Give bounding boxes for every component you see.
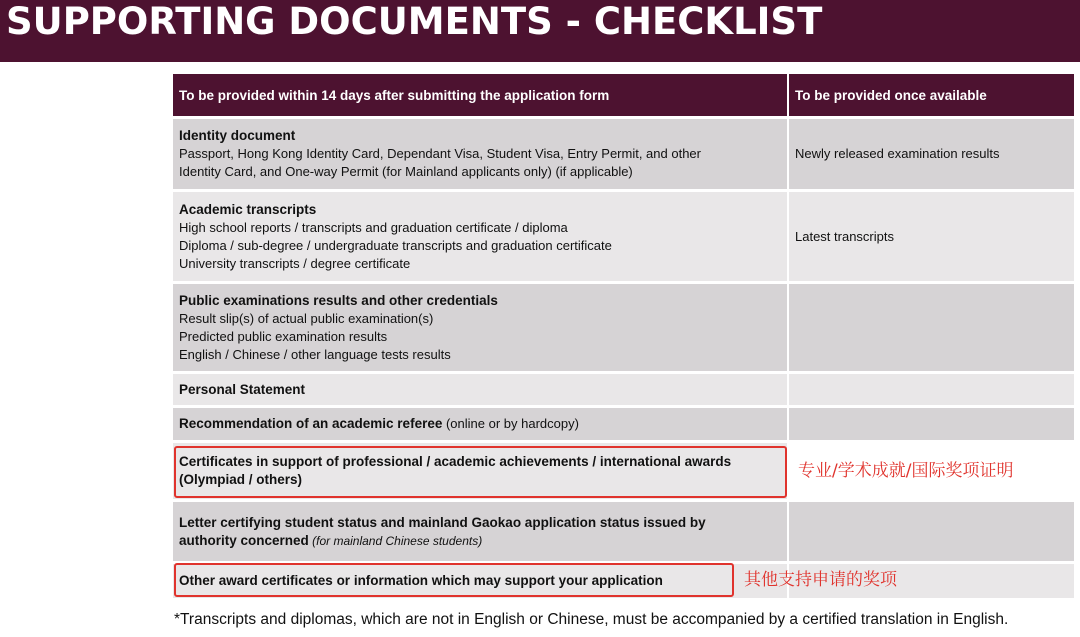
- row-exams-col1: [173, 284, 787, 371]
- table-row: [173, 119, 1074, 189]
- row-title-line2: (Olympiad / others): [179, 472, 303, 487]
- row-title-line2: authority concerned: [179, 532, 309, 548]
- row-line: English / Chinese / other language tests results: [179, 346, 451, 362]
- row-line: Predicted public examination results: [179, 328, 388, 344]
- row-col2-text: Latest transcripts: [795, 228, 894, 244]
- row-title: Academic transcripts: [179, 201, 317, 217]
- row-title: Letter certifying student status and mainland Gaokao application status issued by: [179, 514, 706, 530]
- annotation-other-awards: 其他支持申请的奖项: [744, 570, 897, 590]
- row-line: Result slip(s) of actual public examination(s): [179, 310, 434, 326]
- row-title-suffix: (for mainland Chinese students): [308, 533, 483, 548]
- row-line: High school reports / transcripts and graduation certificate / diploma: [179, 219, 568, 235]
- row-title: Public examinations results and other credentials: [179, 292, 498, 308]
- col2-header: To be provided once available: [789, 74, 1074, 116]
- row-title: Other award certificates or information which may support your application: [179, 573, 663, 588]
- row-referee-col2: [789, 408, 1074, 440]
- row-col2-text: Newly released examination results: [795, 146, 1000, 161]
- table-row: [173, 502, 1074, 561]
- row-identity-col2: [789, 119, 1074, 189]
- row-title: Identity document: [179, 128, 296, 143]
- row-title: Recommendation of an academic referee: [179, 416, 443, 431]
- row-line: Passport, Hong Kong Identity Card, Dependant Visa, Student Visa, Entry Permit, and other: [179, 146, 701, 161]
- row-referee-col1: [173, 408, 787, 440]
- row-line: University transcripts / degree certificate: [179, 255, 411, 271]
- row-identity-col1: [173, 119, 787, 189]
- annotation-awards: 专业/学术成就/国际奖项证明: [798, 461, 1014, 481]
- row-gaokao-col1: [173, 502, 787, 561]
- row-title: Certificates in support of professional / academic achievements / international awards: [179, 454, 732, 469]
- row-transcripts-col2: [789, 192, 1074, 281]
- row-line: Diploma / sub-degree / undergraduate transcripts and graduation certificate: [179, 237, 612, 253]
- table-row: [173, 284, 1074, 371]
- highlight-box-awards: [174, 446, 787, 498]
- table-row: [173, 374, 1074, 405]
- page-title: SUPPORTING DOCUMENTS - CHECKLIST: [6, 0, 823, 43]
- table-row: [173, 408, 1074, 440]
- title-banner: [0, 0, 1080, 62]
- footnote: *Transcripts and diplomas, which are not in English or Chinese, must be accompanied by a certified translation in English.: [174, 611, 1009, 628]
- table-row: [173, 192, 1074, 281]
- row-statement-col2: [789, 374, 1074, 405]
- row-title-suffix: (online or by hardcopy): [442, 416, 579, 431]
- row-title: Personal Statement: [179, 381, 306, 397]
- row-exams-col2: [789, 284, 1074, 371]
- row-gaokao-col2: [789, 502, 1074, 561]
- col1-header: To be provided within 14 days after submitting the application form: [173, 74, 787, 116]
- row-statement-col1: [173, 374, 787, 405]
- table-header-row: [173, 74, 1074, 116]
- row-line: Identity Card, and One-way Permit (for Mainland applicants only) (if applicable): [179, 164, 633, 179]
- highlight-box-other-awards: [174, 563, 734, 597]
- row-transcripts-col1: [173, 192, 787, 281]
